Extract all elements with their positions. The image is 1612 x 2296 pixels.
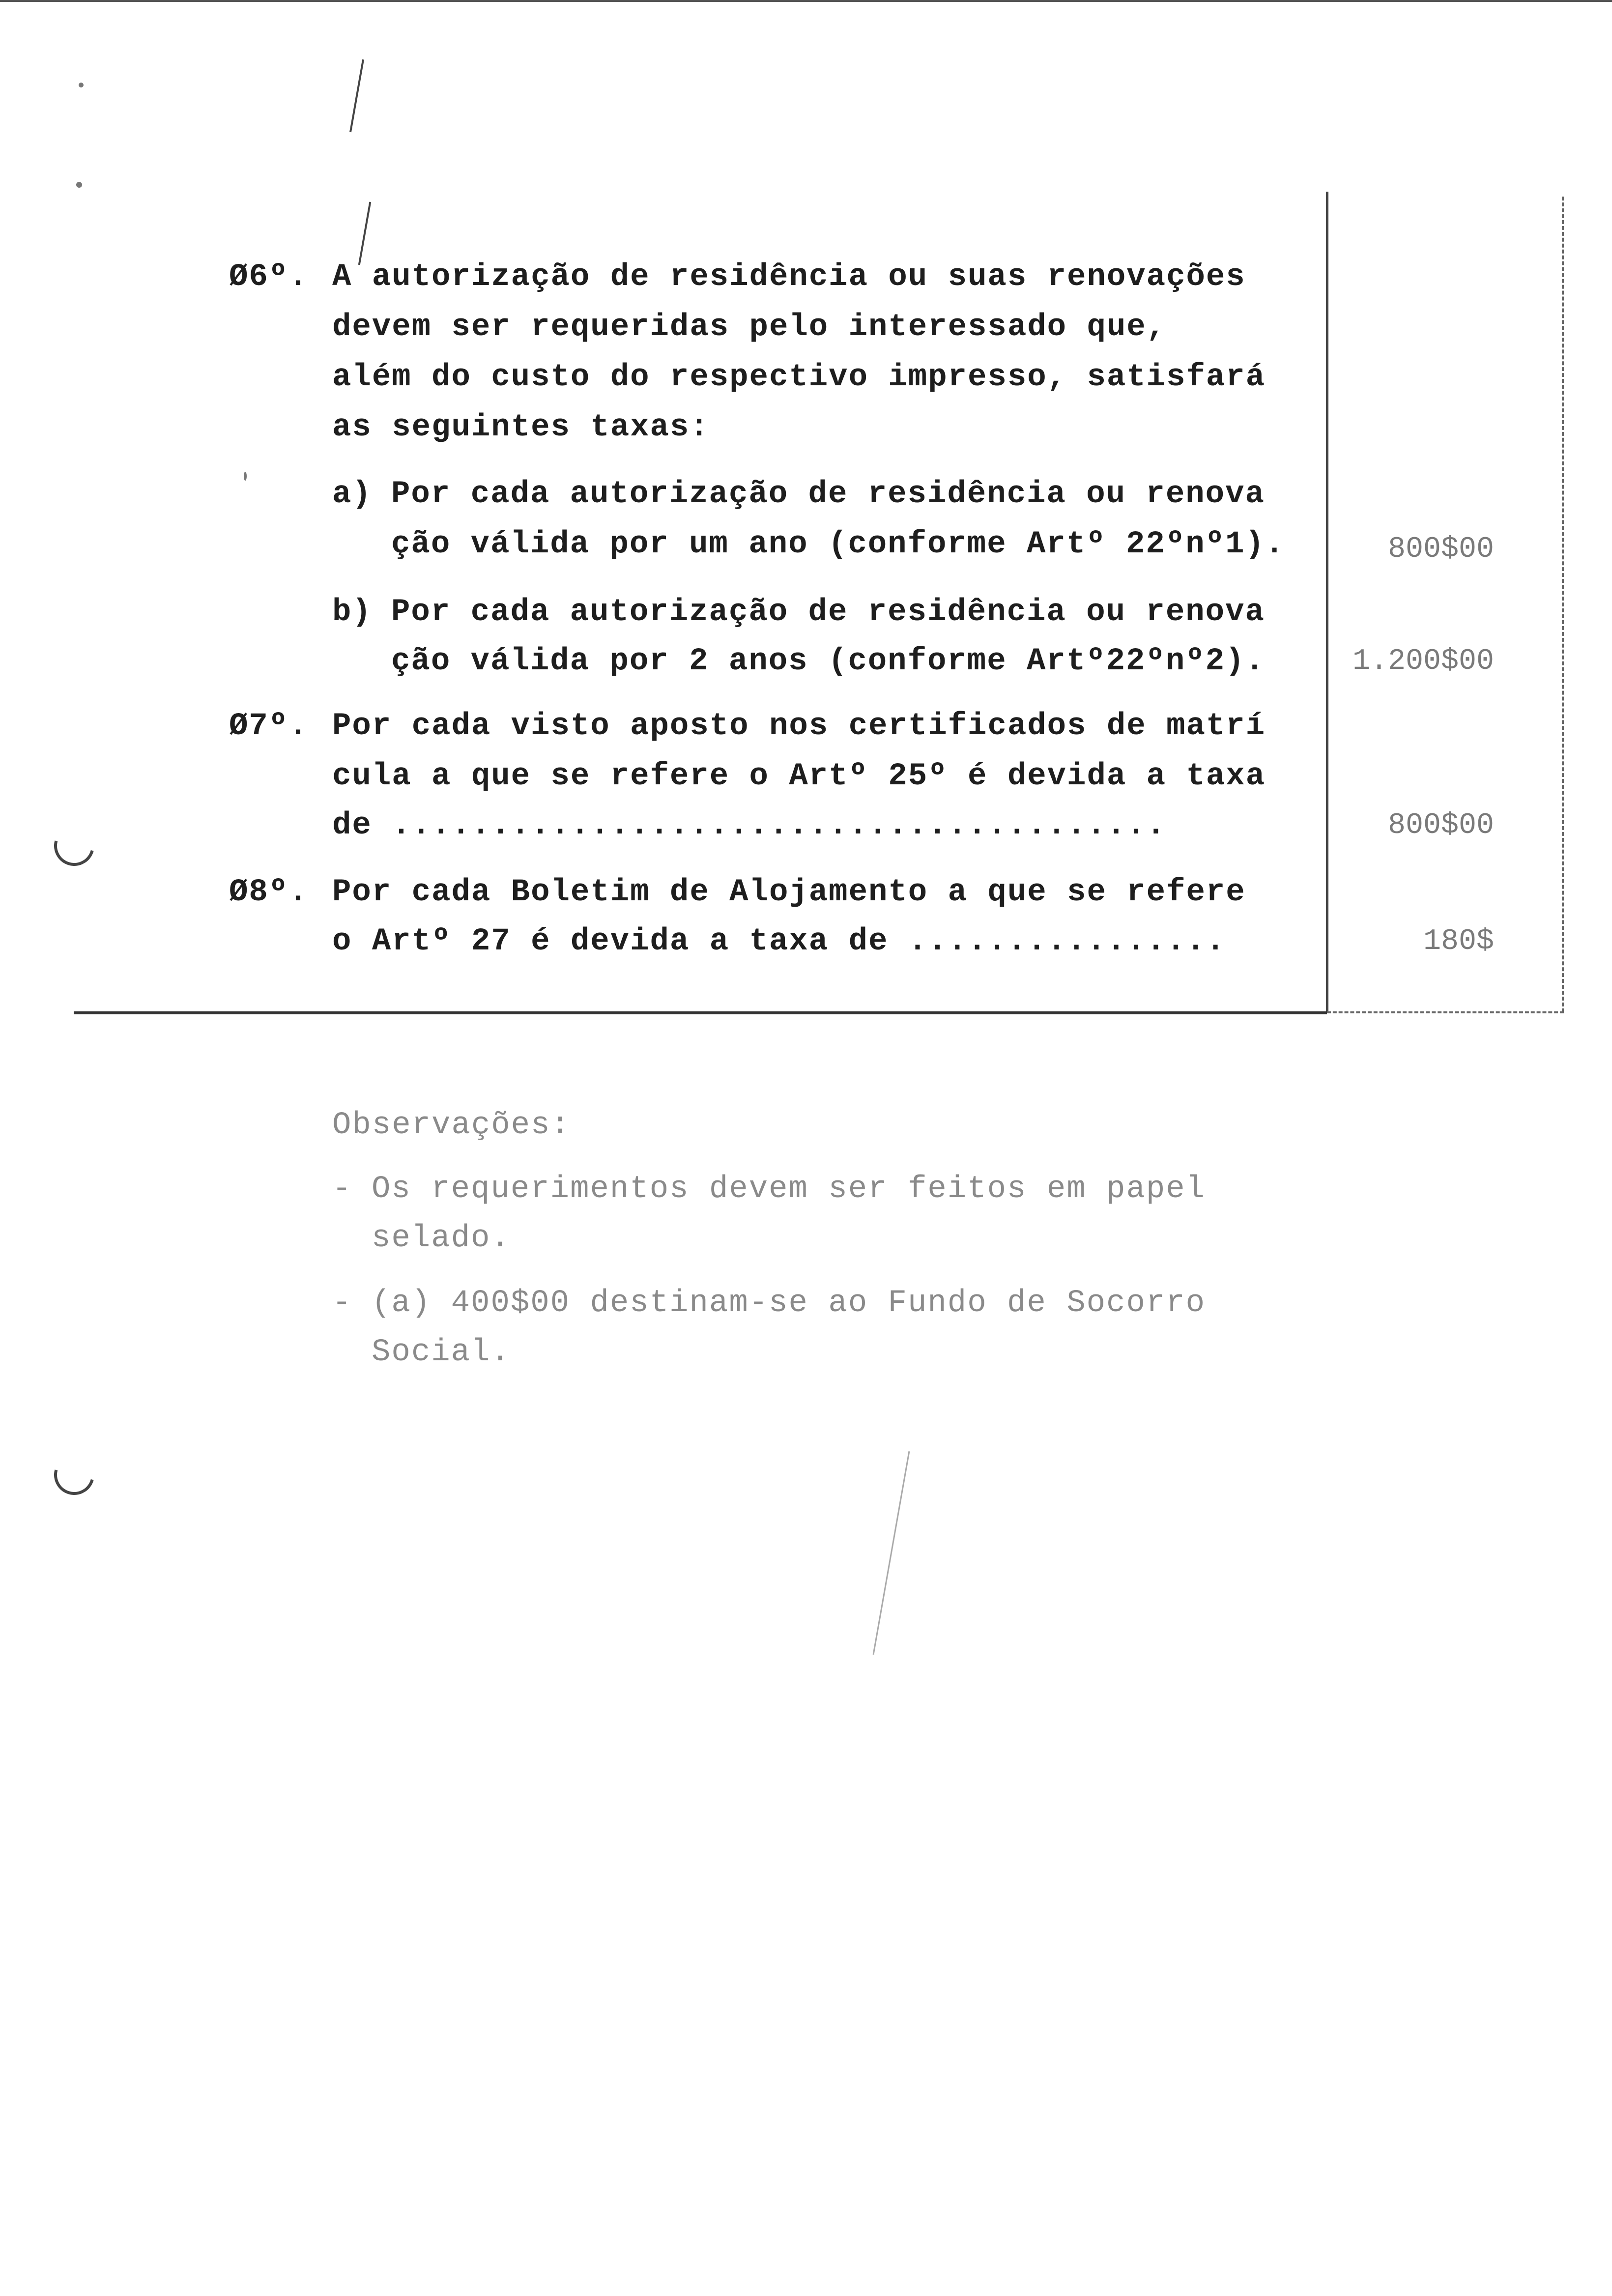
section-8-line: Por cada Boletim de Alojamento a que se refere <box>332 875 1246 910</box>
ink-mark <box>873 1451 910 1655</box>
item-a-line: ção válida por um ano (conforme Artº 22ºnº1). <box>391 527 1285 562</box>
amount-column-right-border <box>1562 197 1564 1012</box>
item-a-amount: 800$00 <box>1387 533 1494 566</box>
item-a-line: Por cada autorização de residência ou renova <box>391 477 1265 512</box>
item-b-marker: b) <box>332 595 372 630</box>
page-top-edge <box>0 0 1612 2</box>
scan-speck <box>244 472 247 481</box>
section-8-number: Ø8º. <box>229 875 309 910</box>
section-8-amount: 180$ <box>1423 925 1494 958</box>
scan-speck <box>76 182 82 188</box>
table-bottom-rule <box>74 1011 1327 1014</box>
table-bottom-rule-dashed <box>1327 1011 1564 1013</box>
section-8-line: o Artº 27 é devida a taxa de ................ <box>332 924 1226 959</box>
section-7-line: Por cada visto aposto nos certificados de matrí <box>332 709 1266 744</box>
amount-column-divider <box>1326 192 1328 1012</box>
section-7-number: Ø7º. <box>229 709 309 744</box>
observation-line: Social. <box>372 1335 511 1370</box>
section-7-line: cula a que se refere o Artº 25º é devida a taxa <box>332 759 1266 794</box>
item-a-marker: a) <box>332 477 372 512</box>
section-7-line: de ....................................... <box>332 808 1167 843</box>
scan-speck <box>79 83 84 87</box>
observation-dash: - <box>332 1172 352 1207</box>
section-7-amount: 800$00 <box>1387 809 1494 842</box>
observations-title: Observações: <box>332 1108 571 1143</box>
ink-mark <box>349 59 364 132</box>
section-6-line: devem ser requeridas pelo interessado que, <box>332 310 1167 345</box>
punch-hole-icon <box>47 1447 102 1502</box>
observation-line: Os requerimentos devem ser feitos em papel <box>372 1172 1206 1207</box>
punch-hole-icon <box>47 818 102 873</box>
observation-dash: - <box>332 1286 352 1321</box>
ink-mark <box>358 202 372 265</box>
item-b-line: Por cada autorização de residência ou renova <box>391 595 1265 630</box>
item-b-line: ção válida por 2 anos (conforme Artº22ºnº2). <box>391 644 1265 679</box>
section-6-line: A autorização de residência ou suas renovações <box>332 259 1246 295</box>
observation-line: (a) 400$00 destinam-se ao Fundo de Socorro <box>372 1286 1206 1321</box>
observation-line: selado. <box>372 1221 511 1256</box>
section-6-number: Ø6º. <box>229 259 309 295</box>
section-6-line: as seguintes taxas: <box>332 410 710 445</box>
section-6-line: além do custo do respectivo impresso, satisfará <box>332 360 1266 395</box>
item-b-amount: 1.200$00 <box>1352 645 1494 678</box>
